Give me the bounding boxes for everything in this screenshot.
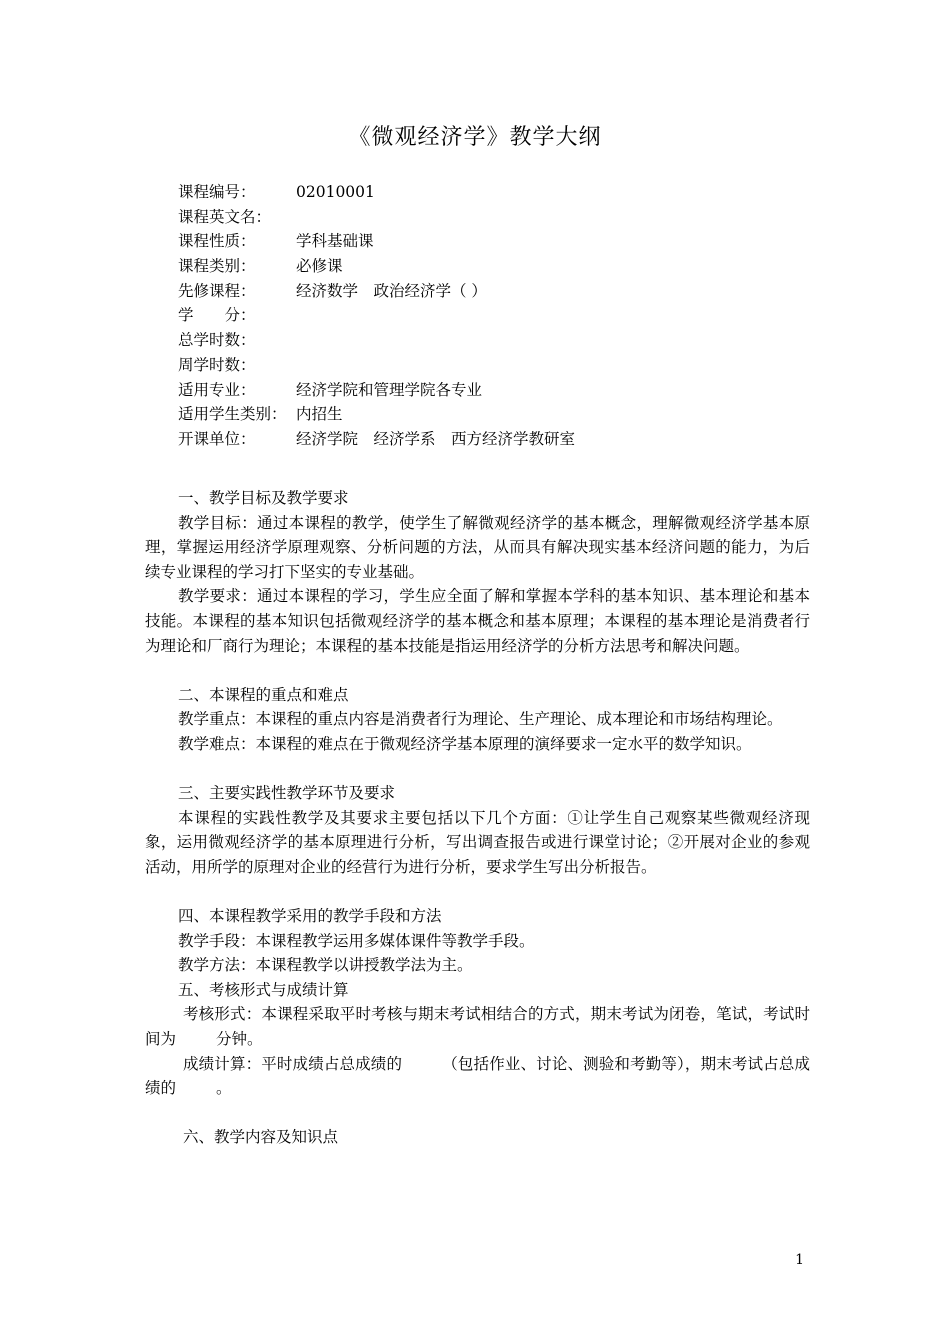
course-info-row — [178, 205, 575, 230]
grading-text-mid: （包括作业、讨论、测验和考勤等），期末考试占总成绩的 — [145, 1054, 810, 1098]
course-info-value: 经济学院和管理学院各专业 — [296, 380, 483, 399]
course-info-value: 02010001 — [296, 183, 375, 201]
section-4-heading: 四、本课程教学采用的教学手段和方法 — [178, 907, 442, 926]
course-info-label: 适用专业： — [178, 380, 256, 399]
course-info-label: 课程性质： — [178, 232, 256, 251]
course-info — [178, 180, 575, 452]
section-5-grading-paragraph — [145, 1052, 810, 1101]
course-info-label: 学 分： — [178, 306, 256, 325]
course-info-row — [178, 402, 575, 427]
section-4-methods: 教学方法：本课程教学以讲授教学法为主。 — [178, 956, 473, 975]
course-info-value: 必修课 — [296, 257, 343, 276]
course-info-row — [178, 180, 575, 205]
section-3-heading: 三、主要实践性教学环节及要求 — [178, 784, 396, 803]
section-1-heading: 一、教学目标及教学要求 — [178, 489, 349, 507]
course-info-label: 课程编号： — [178, 183, 256, 201]
page-number: 1 — [795, 1252, 804, 1268]
course-info-row — [178, 279, 575, 304]
section-2-difficulties: 教学难点：本课程的难点在于微观经济学基本原理的演绎要求一定水平的数学知识。 — [178, 734, 752, 753]
course-info-row — [178, 378, 575, 403]
course-info-label: 先修课程： — [178, 281, 256, 300]
assessment-text-end: 分钟。 — [216, 1030, 263, 1049]
document-body — [145, 486, 810, 1150]
section-5-assessment-paragraph — [145, 1002, 810, 1051]
course-info-label: 周学时数： — [178, 355, 256, 374]
course-info-row — [178, 353, 575, 378]
section-6-heading: 六、教学内容及知识点 — [183, 1128, 339, 1147]
course-info-label: 总学时数： — [178, 331, 256, 350]
course-info-label: 课程英文名： — [178, 207, 272, 226]
section-2-key-points: 教学重点：本课程的重点内容是消费者行为理论、生产理论、成本理论和市场结构理论。 — [178, 710, 783, 729]
section-4-means: 教学手段：本课程教学运用多媒体课件等教学手段。 — [178, 931, 535, 950]
grading-text-end: 。 — [216, 1079, 232, 1098]
course-info-row — [178, 328, 575, 353]
course-info-value: 内招生 — [296, 405, 343, 424]
document-title: 《微观经济学》教学大纲 — [348, 125, 602, 150]
course-info-row — [178, 254, 575, 279]
section-2-heading: 二、本课程的重点和难点 — [178, 685, 349, 704]
grading-text: 成绩计算：平时成绩占总成绩的 — [183, 1054, 403, 1073]
section-1-requirement-paragraph: 教学要求：通过本课程的学习，学生应全面了解和掌握本学科的基本知识、基本理论和基本技能。本课程的基本知识包括微观经济学的基本概念和基本原理；本课程的基本理论是消费者行为理论和厂商行为理论；本课程的基本技能是指运用经济学的分析方法思考和解决问题。 — [145, 587, 810, 655]
course-info-value: 经济学院 经济学系 西方经济学教研室 — [296, 429, 576, 448]
assessment-text: 考核形式：本课程采取平时考核与期末考试相结合的方式，期末考试为闭卷，笔试，考试时间为 — [145, 1005, 810, 1049]
course-info-value: 经济数学 政治经济学（ ） — [296, 281, 487, 300]
course-info-label: 开课单位： — [178, 429, 256, 448]
course-info-row — [178, 427, 575, 452]
course-info-row — [178, 303, 575, 328]
section-3-paragraph: 本课程的实践性教学及其要求主要包括以下几个方面：①让学生自己观察某些微观经济现象，运用微观经济学的基本原理进行分析，写出调查报告或进行课堂讨论；②开展对企业的参观活动，用所学的原理对企业的经营行为进行分析，要求学生写出分析报告。 — [145, 808, 810, 876]
course-info-label: 适用学生类别： — [178, 405, 287, 424]
course-info-label: 课程类别： — [178, 257, 256, 276]
section-1-goal-paragraph: 教学目标：通过本课程的教学，使学生了解微观经济学的基本概念，理解微观经济学基本原理，掌握运用经济学原理观察、分析问题的方法，从而具有解决现实基本经济问题的能力，为后续专业课程的学习打下坚实的专业基础。 — [145, 513, 810, 581]
section-5-heading: 五、考核形式与成绩计算 — [178, 980, 349, 999]
course-info-row — [178, 229, 575, 254]
course-info-value: 学科基础课 — [296, 232, 374, 251]
